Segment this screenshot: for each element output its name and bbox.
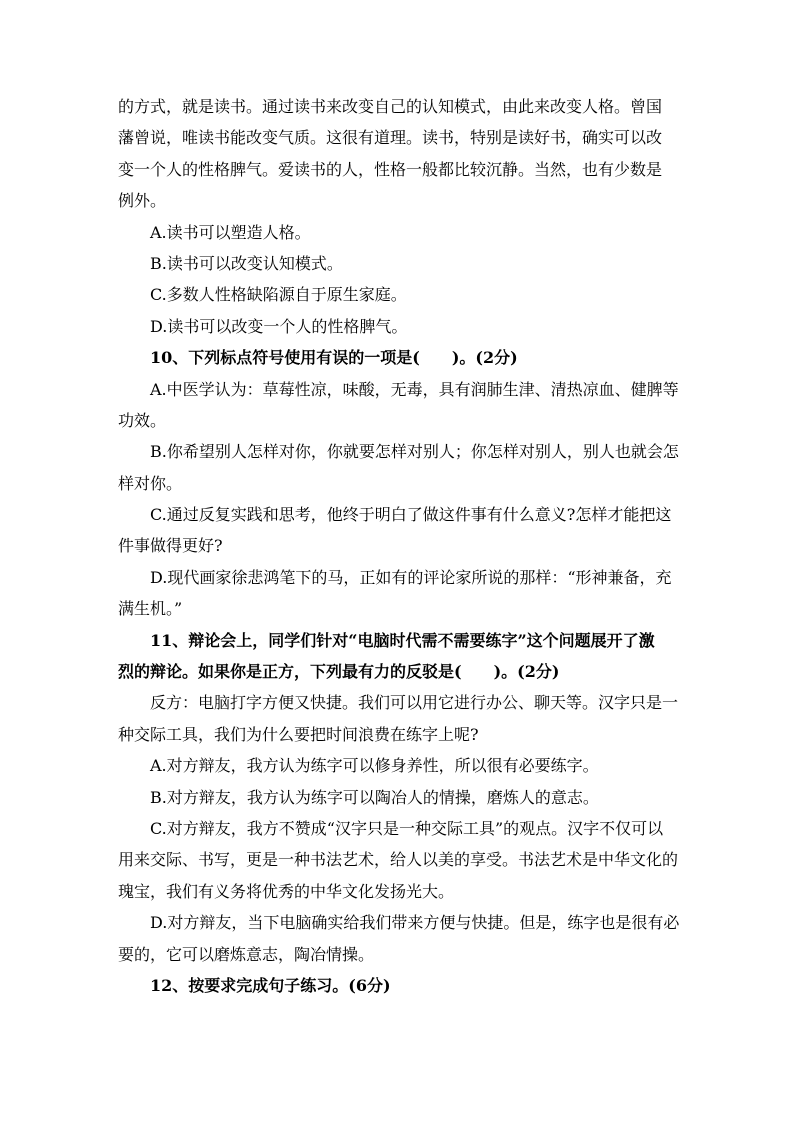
- q12-question: 12、按要求完成句子练习。(6分): [150, 975, 391, 995]
- intro-line: 的方式，就是读书。通过读书来改变自己的认知模式，由此来改变人格。曾国: [118, 97, 663, 116]
- q10-option-d: D.现代画家徐悲鸿笔下的马，正如有的评论家所说的那样：“形神兼备，充: [150, 567, 672, 587]
- q10-question: 10、下列标点符号使用有误的一项是( )。(2分): [150, 348, 518, 368]
- page-content: [118, 91, 678, 1001]
- q11-question: 11、辩论会上，同学们针对“电脑时代需不需要练字”这个问题展开了激: [150, 630, 655, 650]
- q10-option-b: B.你希望别人怎样对你，你就要怎样对别人；你怎样对别人，别人也就会怎: [150, 442, 679, 462]
- q11-option-a: A.对方辩友，我方认为练字可以修身养性，所以很有必要练字。: [150, 756, 599, 776]
- q10-option-c: C.通过反复实践和思考，他终于明白了做这件事有什么意义?怎样才能把这: [150, 505, 672, 525]
- intro-line: 藩曾说，唯读书能改变气质。这很有道理。读书，特别是读好书，确实可以改: [118, 128, 663, 148]
- q9-option-c: C.多数人性格缺陷源自于原生家庭。: [150, 285, 407, 305]
- q10-option-a: A.中医学认为：草莓性凉，味酸，无毒，具有润肺生津、清热凉血、健脾等: [150, 379, 679, 399]
- q9-option-a: A.读书可以塑造人格。: [150, 222, 311, 242]
- q9-option-b: B.读书可以改变认知模式。: [150, 253, 343, 273]
- q9-option-d: D.读书可以改变一个人的性格脾气。: [150, 316, 408, 336]
- q11-option-c: C.对方辩友，我方不赞成“汉字只是一种交际工具”的观点。汉字不仅可以: [150, 818, 664, 838]
- q11-stem: 反方：电脑打字方便又快捷。我们可以用它进行办公、聊天等。汉字只是一: [150, 693, 679, 713]
- q11-option-b: B.对方辩友，我方认为练字可以陶冶人的情操，磨炼人的意志。: [150, 787, 599, 807]
- q10-option-c-cont: 件事做得更好?: [118, 536, 223, 556]
- q11-option-d: D.对方辩友，当下电脑确实给我们带来方便与快捷。但是，练字也是很有必: [150, 913, 680, 933]
- q10-option-d-cont: 满生机。”: [118, 599, 183, 619]
- q10-option-a-cont: 功效。: [118, 410, 167, 430]
- intro-line: 例外。: [118, 191, 167, 211]
- q11-stem-cont: 种交际工具，我们为什么要把时间浪费在练字上呢?: [118, 724, 479, 744]
- q11-option-c-cont: 瑰宝，我们有义务将优秀的中华文化发扬光大。: [118, 881, 455, 901]
- q10-option-b-cont: 样对你。: [118, 473, 183, 493]
- q11-option-c-cont: 用来交际、书写，更是一种书法艺术，给人以美的享受。书法艺术是中华文化的: [118, 850, 679, 870]
- q11-question-cont: 烈的辩论。如果你是正方，下列最有力的反驳是( )。(2分): [118, 662, 560, 682]
- intro-line: 变一个人的性格脾气。爱读书的人，性格一般都比较沉静。当然，也有少数是: [118, 159, 663, 179]
- q11-option-d-cont: 要的，它可以磨炼意志，陶冶情操。: [118, 944, 375, 964]
